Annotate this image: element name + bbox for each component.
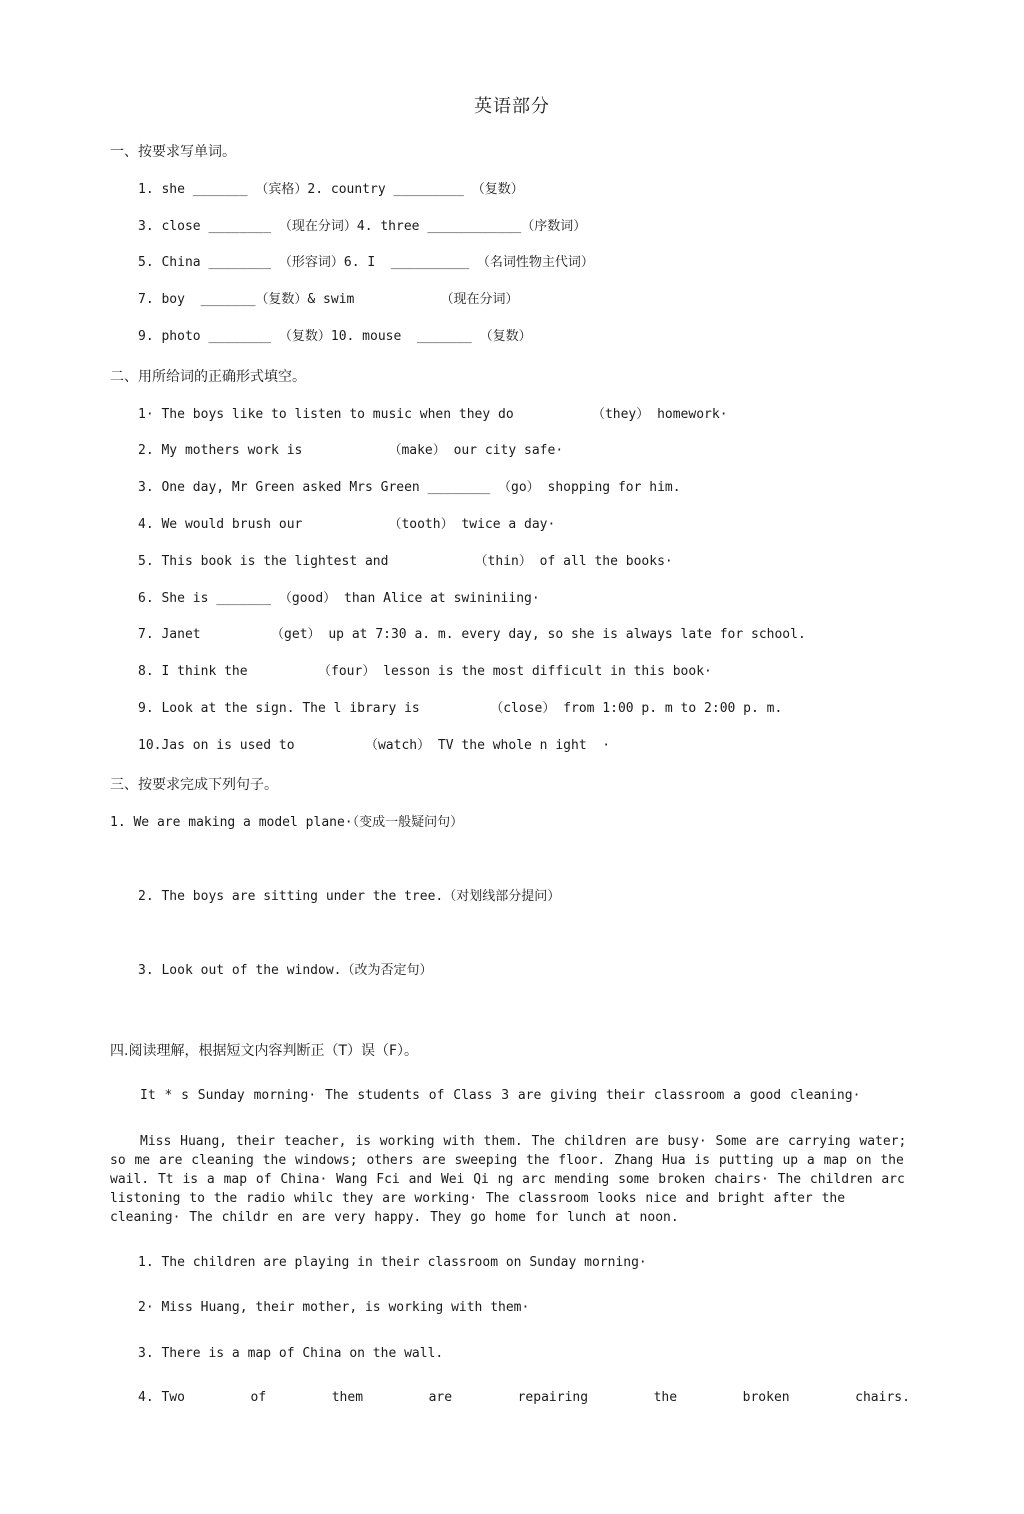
reading-question: 2· Miss Huang, their mother, is working with them·: [138, 1300, 530, 1315]
reading-question-4: [138, 1390, 910, 1405]
question-word: repairing: [517, 1390, 589, 1405]
section3-heading: 三、按要求完成下列句子。: [110, 777, 278, 793]
section4-heading: 四.阅读理解，根据短文内容判断正（T）误（F）。: [110, 1043, 419, 1059]
section2-heading: 二、用所给词的正确形式填空。: [110, 369, 306, 385]
page-title: 英语部分: [474, 96, 550, 117]
section2-item: 9. Look at the sign. The l ibrary is （close） from 1:00 p. m to 2:00 p. m.: [138, 701, 783, 716]
section2-item: 4. We would brush our （tooth） twice a day·: [138, 517, 556, 532]
section2-item: 1· The boys like to listen to music when they do （they） homework·: [138, 407, 728, 422]
section1-heading: 一、按要求写单词。: [110, 144, 236, 160]
question-word: 4. Two: [138, 1390, 185, 1405]
reading-paragraph: It * s Sunday morning· The students of Class 3 are giving their classroom a good cleaning·: [140, 1088, 861, 1103]
section1-item: 5. China ________ （形容词）6. I __________ （名词性物主代词）: [138, 255, 594, 270]
question-word: of: [250, 1390, 267, 1405]
section1-item: 9. photo ________ （复数）10. mouse _______ （复数）: [138, 329, 532, 344]
reading-paragraph: Miss Huang, their teacher, is working with them. The children are busy· Some are carrying water; so me are cleaning the windows; others are sweeping the floor. Zhang Hua is putting up a map on the wail. Tt is a map of China· Wang Fci and Wei Qi ng arc mending some broken chairs· The children arc listoning to the radio whilc they are working· The classroom looks nice and bright after the cleaning· The childr en are very happy. They go home for lunch at noon.: [110, 1134, 907, 1225]
section3-item: 3. Look out of the window.（改为否定句）: [138, 963, 433, 978]
reading-question: 1. The children are playing in their classroom on Sunday morning·: [138, 1255, 647, 1270]
section3-item: 1. We are making a model plane·（变成一般疑问句）: [110, 815, 464, 830]
reading-question: 3. There is a map of China on the wall.: [138, 1346, 444, 1361]
question-word: chairs.: [855, 1390, 910, 1405]
section2-item: 6. She is _______ （good） than Alice at swininiing·: [138, 591, 540, 606]
section1-item: 7. boy _______（复数）& swim （现在分词）: [138, 292, 519, 307]
section2-item: 10.Jas on is used to （watch） TV the whole n ight ·: [138, 738, 611, 753]
section2-item: 8. I think the （four） lesson is the most difficult in this book·: [138, 664, 712, 679]
section2-item: 5. This book is the lightest and （thin） of all the books·: [138, 554, 673, 569]
section1-item: 1. she _______ （宾格）2. country _________ （复数）: [138, 182, 524, 197]
section1-item: 3. close ________ （现在分词）4. three ____________（序数词）: [138, 219, 587, 234]
section3-item: 2. The boys are sitting under the tree.（对划线部分提问）: [138, 889, 561, 904]
section2-item: 7. Janet （get） up at 7:30 a. m. every day, so she is always late for school.: [138, 627, 806, 642]
question-word: them: [331, 1390, 364, 1405]
question-word: are: [428, 1390, 453, 1405]
question-word: the: [653, 1390, 678, 1405]
section2-item: 2. My mothers work is （make） our city safe·: [138, 443, 564, 458]
section2-item: 3. One day, Mr Green asked Mrs Green ________ （go） shopping for him.: [138, 480, 681, 495]
question-word: broken: [742, 1390, 790, 1405]
